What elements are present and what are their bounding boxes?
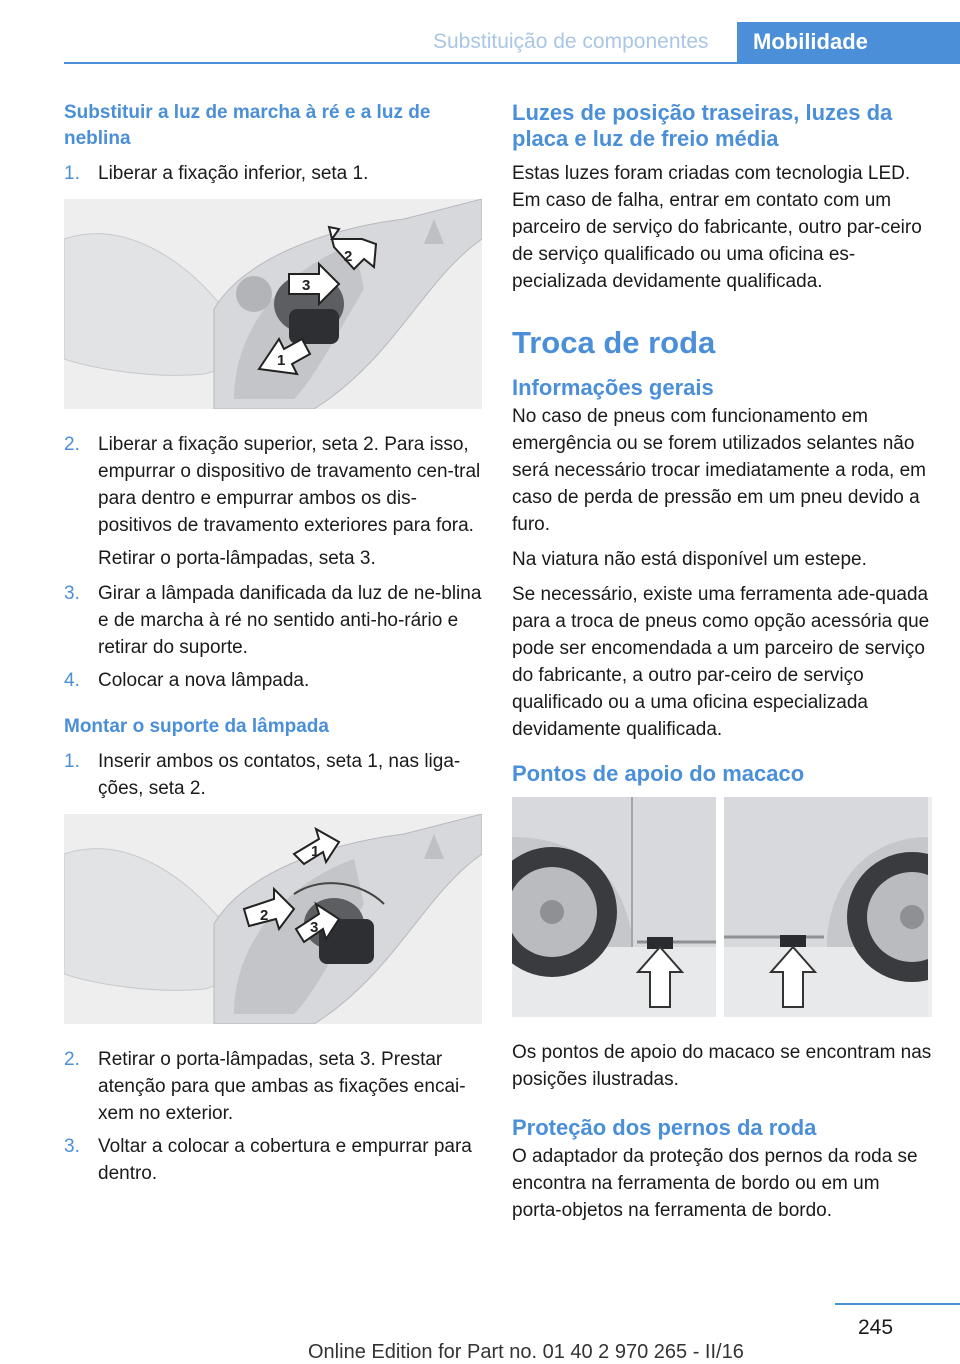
fig2-label-1: 1 (311, 843, 320, 860)
step-item (64, 1046, 482, 1127)
step-text: Retirar o porta-lâmpadas, seta 3. Prestar atenção para que ambas as fixações encai-xem no exterior. (98, 1049, 466, 1124)
paragraph-runflat: No caso de pneus com funcionamento em emergência ou se forem utilizados selantes não será necessário trocar imediatamente a roda, em caso de perda de pressão em um pneu devido a furo. (512, 406, 926, 535)
footer-rule (835, 1303, 960, 1305)
right-column (512, 100, 932, 1232)
heading-rear-lights: Luzes de posição traseiras, luzes da placa e luz de freio média (512, 100, 893, 151)
figure-lamp-removal (64, 199, 482, 409)
step-text: Liberar a fixação inferior, seta 1. (98, 163, 369, 184)
step-number: 3. (64, 583, 80, 604)
step-item (64, 431, 482, 539)
step-item (64, 1133, 482, 1187)
fig2-label-3: 3 (310, 919, 319, 936)
paragraph-tool: Se necessário, existe uma ferramenta ade-quada para a troca de pneus como opção acessória que pode ser encomendada a um parceiro de serviço do fabricante, a outro par-ceiro de serviço qualificado ou a uma oficina especializada devidamente qualificada. (512, 584, 930, 740)
lamp-mount-illustration (64, 814, 482, 1024)
paragraph-wheel-lock: O adaptador da proteção dos pernos da roda se encontra na ferramenta de bordo ou em um porta-objetos na ferramenta de bordo. (512, 1146, 918, 1221)
header-chapter-tab: Mobilidade (737, 22, 960, 62)
heading-mount-lamp-holder: Montar o suporte da lâmpada (64, 716, 329, 737)
fig2-label-2: 2 (260, 907, 269, 924)
step-text: Inserir ambos os contatos, seta 1, nas liga-ções, seta 2. (98, 751, 461, 799)
header-section-title: Substituição de componentes (433, 30, 709, 53)
paragraph-led: Estas luzes foram criadas com tecnologia LED. Em caso de falha, entrar em contato com um parceiro de serviço do fabricante, outro par-ceiro de serviço qualificado ou uma oficina es-pecializada devidamente qualificada. (512, 163, 922, 292)
figure-lamp-mount (64, 814, 482, 1024)
paragraph-jack-points: Os pontos de apoio do macaco se encontram nas posições ilustradas. (512, 1042, 932, 1090)
heading-jack-points: Pontos de apoio do macaco (512, 761, 805, 786)
step-item (64, 667, 482, 694)
step-number: 2. (64, 434, 80, 455)
step-number: 1. (64, 751, 80, 772)
header-rule (64, 62, 960, 64)
step-item (64, 580, 482, 661)
step-text: Liberar a fixação superior, seta 2. Para isso, empurrar o dispositivo de travamento cen-tral para dentro e empurrar ambos os dis-positivos de travamento exteriores para fora. (98, 434, 481, 536)
step-item (64, 160, 482, 187)
step-number: 2. (64, 1049, 80, 1070)
paragraph-no-spare: Na viatura não está disponível um estepe. (512, 549, 867, 570)
step-number: 4. (64, 670, 80, 691)
step-text: Voltar a colocar a cobertura e empurrar para dentro. (98, 1136, 472, 1184)
step-item (64, 748, 482, 802)
heading-general-info: Informações gerais (512, 375, 714, 400)
fig1-label-3: 3 (302, 277, 311, 294)
step-text: Colocar a nova lâmpada. (98, 670, 310, 691)
page-header (0, 0, 960, 64)
step-note: Retirar o porta-lâmpadas, seta 3. (98, 548, 376, 569)
figure-jack-points (512, 797, 932, 1017)
section-title-wheel-change: Troca de roda (512, 325, 716, 360)
fig1-label-2: 2 (344, 248, 353, 265)
heading-replace-fog-light: Substituir a luz de marcha à ré e a luz de neblina (64, 102, 431, 149)
step-number: 1. (64, 163, 80, 184)
jack-points-illustration (512, 797, 928, 1017)
left-column (64, 100, 482, 1193)
footer-edition: Online Edition for Part no. 01 40 2 970 265 - II/16 (308, 1341, 744, 1363)
step-number: 3. (64, 1136, 80, 1157)
heading-wheel-lock: Proteção dos pernos da roda (512, 1115, 817, 1140)
step-text: Girar a lâmpada danificada da luz de ne-blina e de marcha à ré no sentido anti-ho-rário e retirar do suporte. (98, 583, 482, 658)
page-number: 245 (858, 1316, 894, 1339)
fig1-label-1: 1 (277, 352, 286, 369)
lamp-removal-illustration (64, 199, 482, 409)
